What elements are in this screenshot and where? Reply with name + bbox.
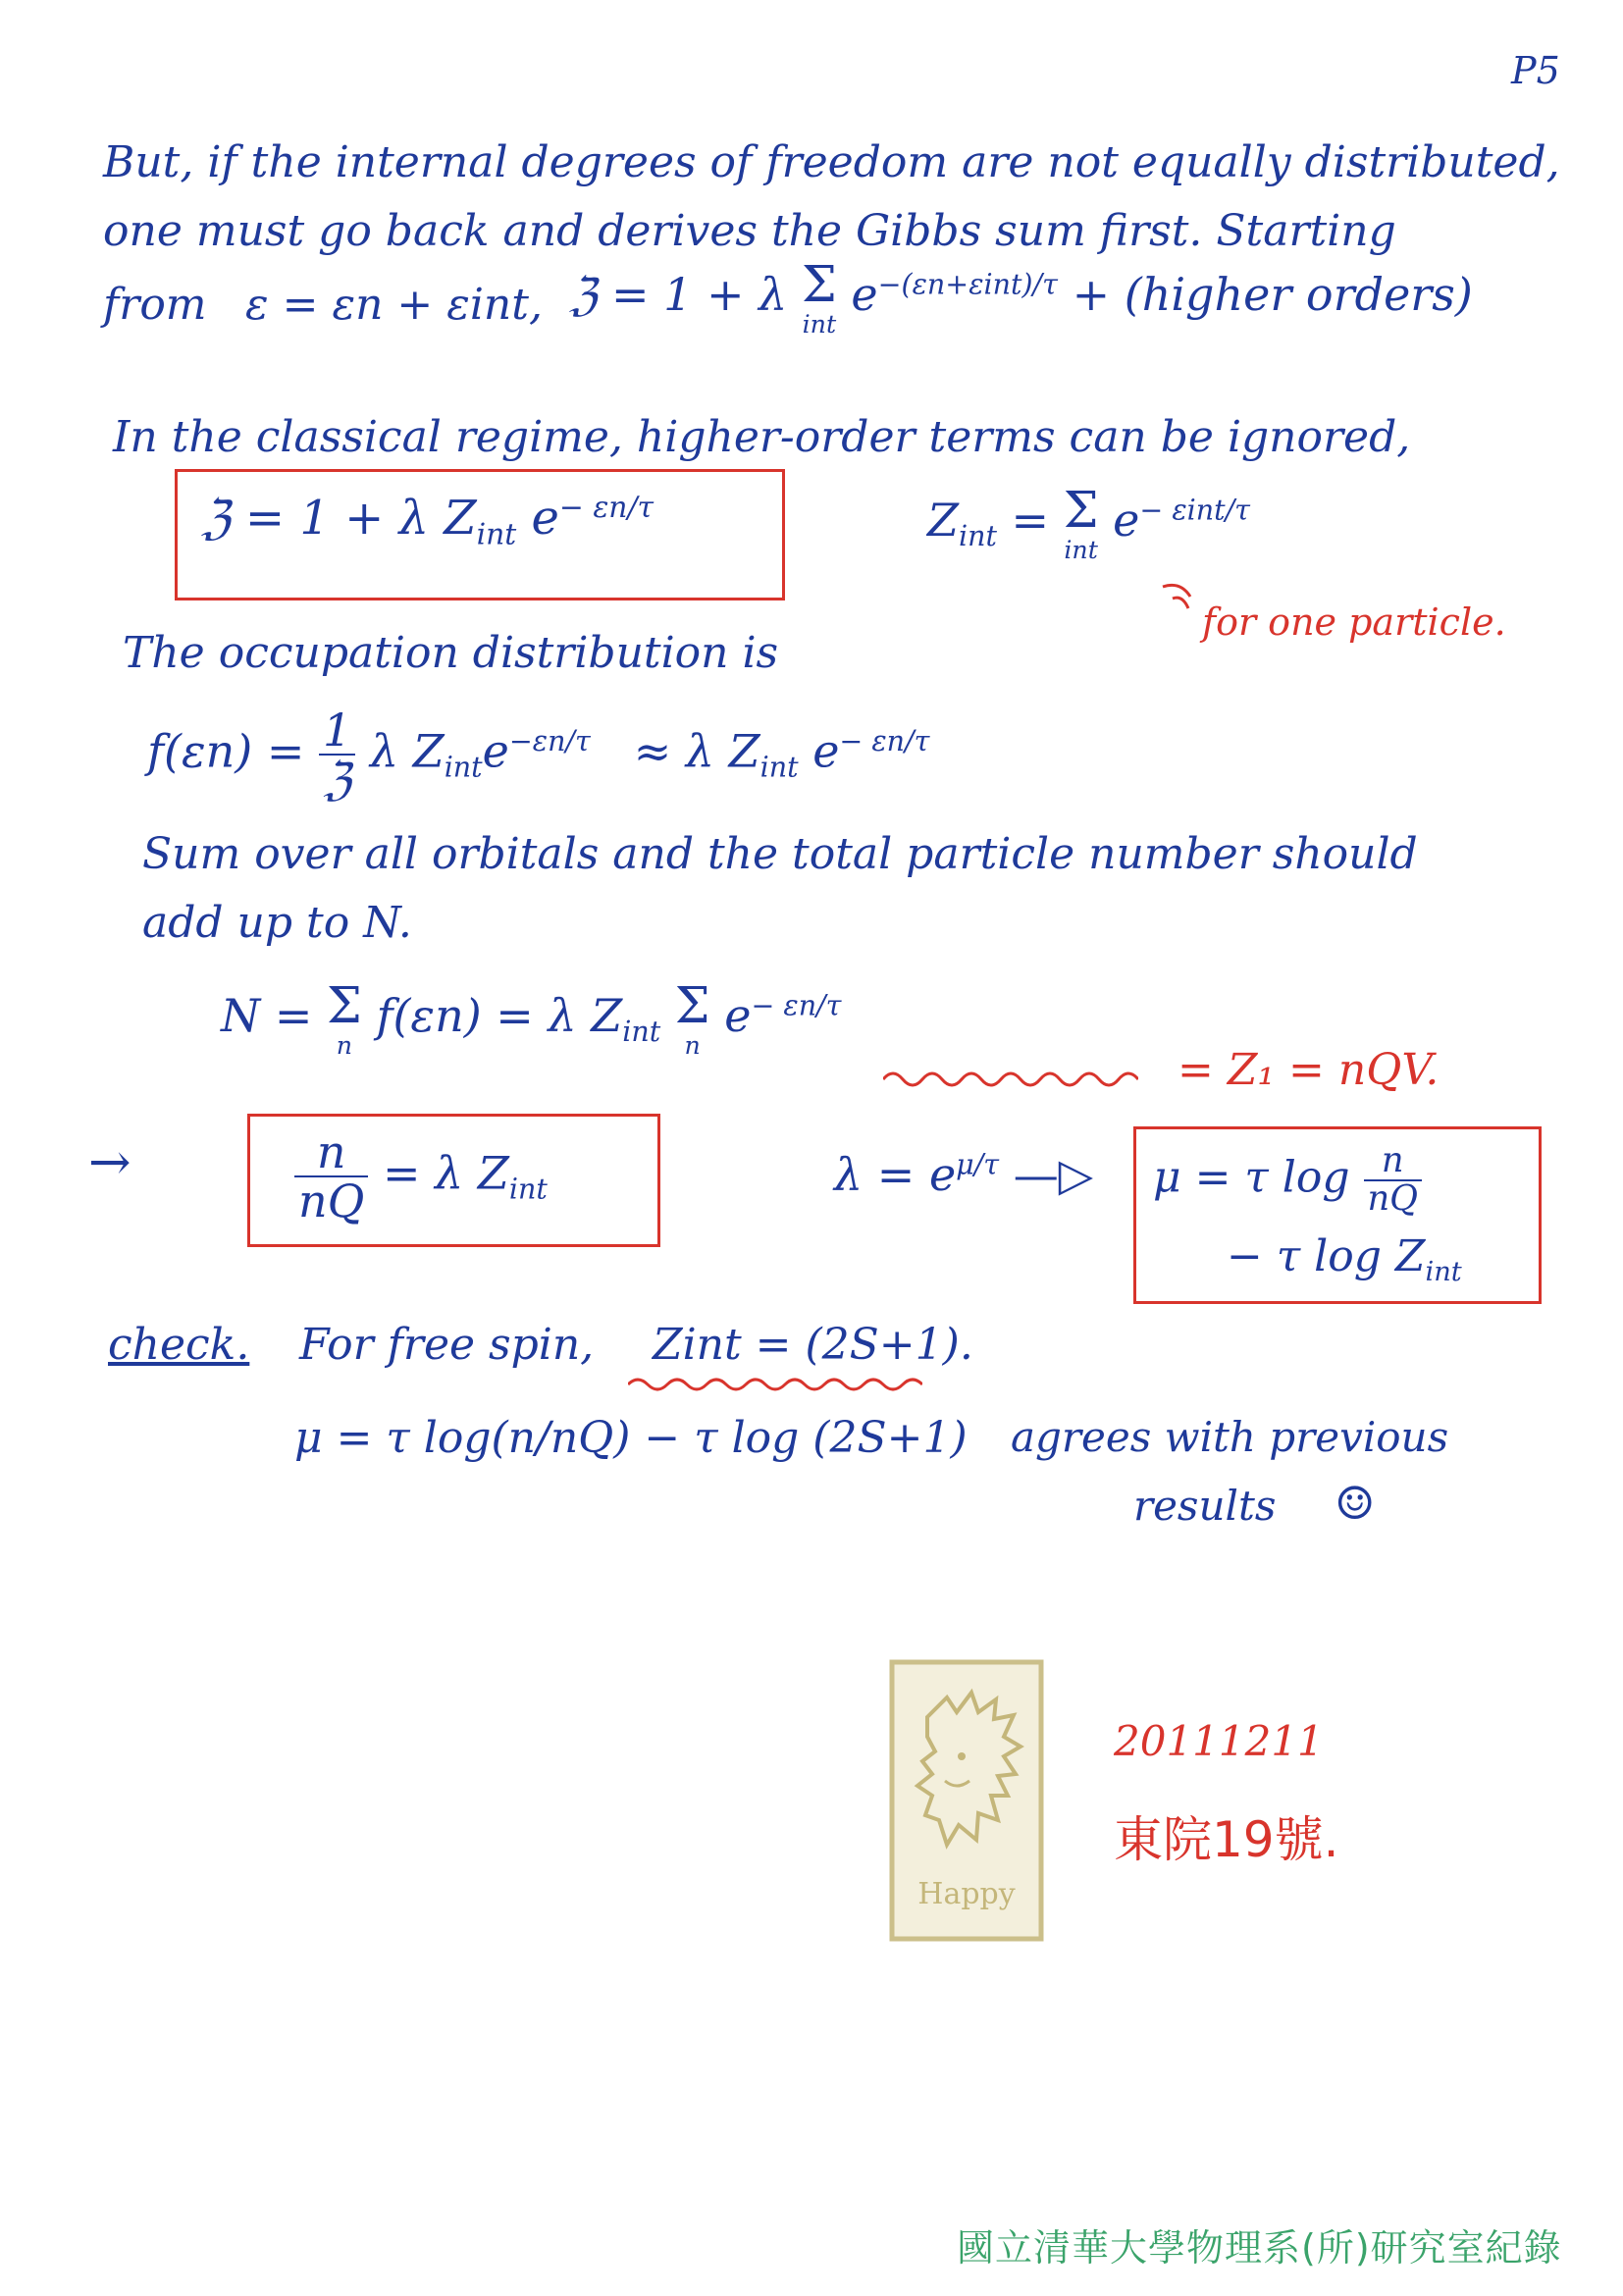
fraction-numerator: n: [294, 1128, 368, 1177]
boxed-mu-line-1: [1153, 1140, 1422, 1219]
density-fraction: [294, 1125, 368, 1228]
higher-orders: + (higher orders): [1072, 267, 1473, 321]
sum-limit: int: [802, 309, 837, 339]
occupation-approx: ≈ λ Z: [633, 724, 760, 778]
sum-line-2: add up to N.: [142, 898, 412, 948]
zint-sub: int: [958, 520, 997, 553]
implies-arrow-icon: →: [88, 1133, 131, 1192]
lambda-text: λ = e: [834, 1148, 957, 1201]
occupation-line: The occupation distribution is: [123, 628, 779, 678]
sigma-symbol: Σ: [327, 976, 362, 1034]
smiley-icon: ☺: [1335, 1477, 1376, 1530]
fraction-denominator: ℨ: [323, 753, 351, 807]
boxed-gibbs-text: [201, 491, 654, 552]
check-text: For free spin,: [299, 1320, 595, 1370]
n-lhs: N =: [221, 988, 313, 1042]
agrees-line-1: agrees with previous: [1011, 1413, 1449, 1461]
intro-energy: ε = εn + εint,: [245, 280, 543, 330]
date: 20111211: [1114, 1717, 1324, 1765]
n-exp: − εn/τ: [751, 989, 842, 1022]
n-equation: [221, 976, 842, 1060]
mu-fraction: [1364, 1140, 1423, 1219]
n-sub: int: [622, 1016, 661, 1049]
occupation-mid: λ Z: [369, 724, 445, 778]
sum-limit: n: [684, 1030, 701, 1060]
fraction-numerator: 1: [319, 706, 355, 756]
boxed-gibbs-exp: − εn/τ: [558, 491, 654, 525]
zint-exp-base: e: [1113, 493, 1140, 547]
fraction-denominator: nQ: [1367, 1177, 1419, 1219]
zint-sum: [1063, 481, 1099, 564]
n-f: f(εn) = λ Z: [376, 988, 623, 1042]
one-particle-note: for one particle.: [1202, 600, 1506, 644]
stamp-text: Happy: [917, 1877, 1016, 1911]
check-zint: Zint = (2S+1).: [653, 1320, 973, 1370]
n-sum: [327, 976, 362, 1060]
occupation-sub2: int: [759, 751, 799, 784]
fraction-denominator: nQ: [298, 1174, 365, 1228]
sigma-symbol: Σ: [674, 976, 710, 1034]
squiggle-underline: [883, 1065, 1138, 1094]
occupation-exp-base: e: [482, 724, 509, 778]
sum-limit: n: [336, 1030, 353, 1060]
location: 東院19號.: [1114, 1811, 1339, 1868]
density-rhs: = λ Z: [382, 1146, 509, 1200]
agrees-line-2: results: [1133, 1482, 1277, 1530]
sigma-symbol: Σ: [1063, 481, 1099, 539]
occupation-exp2: − εn/τ: [839, 724, 930, 757]
note-arrow-icon: [1153, 579, 1202, 628]
zint-definition: [927, 481, 1250, 564]
sigma-symbol: Σ: [801, 255, 837, 313]
sum-limit: int: [1064, 535, 1098, 564]
page-number: P5: [1511, 49, 1560, 92]
fraction-numerator: n: [1364, 1143, 1423, 1181]
boxed-gibbs-lhs: ℨ = 1 + λ Z: [201, 491, 477, 546]
density-sub: int: [508, 1173, 548, 1206]
boxed-gibbs-exp-base: e: [531, 491, 559, 546]
exp-base: e: [851, 267, 878, 321]
lambda-definition: [834, 1148, 1093, 1201]
mu-sub: int: [1425, 1256, 1462, 1287]
fraction: [319, 704, 355, 807]
sum-line-1: Sum over all orbitals and the total particle number should: [142, 829, 1418, 879]
exponent: −(εn+εint)/τ: [877, 268, 1058, 301]
classical-line: In the classical regime, higher-order terms can be ignored,: [113, 412, 1411, 462]
n-sum-2: [674, 976, 710, 1060]
zint-lhs: Z: [927, 493, 959, 547]
boxed-gibbs-sub: int: [476, 517, 517, 552]
z1-note: = Z₁ = nQV.: [1178, 1045, 1440, 1095]
occupation-lhs: f(εn) =: [147, 724, 305, 778]
lambda-exp: μ/τ: [956, 1148, 1000, 1181]
occupation-exp: −εn/τ: [508, 724, 591, 757]
n-exp-base: e: [724, 988, 752, 1042]
occupation-sub: int: [444, 751, 483, 784]
boxed-mu-line-2: [1227, 1231, 1462, 1287]
occupation-exp-base2: e: [812, 724, 840, 778]
lambda-arrow-icon: —▷: [1013, 1148, 1094, 1201]
gibbs-lhs: ℨ = 1 + λ: [569, 267, 788, 321]
footer-caption: 國立清華大學物理系(所)研究室紀錄: [957, 2226, 1562, 2270]
check-squiggle: [628, 1372, 922, 1397]
boxed-density-text: [294, 1125, 548, 1228]
zint-eq: =: [1011, 493, 1050, 547]
intro-line-2: one must go back and derives the Gibbs sum first. Starting: [103, 206, 1396, 256]
happy-stamp-icon: [888, 1658, 1045, 1943]
gibbs-sum: [801, 255, 837, 339]
occupation-equation: [147, 704, 930, 807]
mu-line2: − τ log Z: [1227, 1231, 1426, 1281]
check-label: check.: [108, 1320, 250, 1370]
mu-line1: μ = τ log: [1153, 1152, 1350, 1203]
mu-result: μ = τ log(n/nQ) − τ log (2S+1): [294, 1413, 968, 1463]
intro-line-3-from: from: [103, 280, 207, 330]
zint-exp: − εint/τ: [1139, 494, 1250, 527]
gibbs-sum-equation: [569, 255, 1473, 339]
intro-line-1: But, if the internal degrees of freedom are not equally distributed,: [103, 137, 1560, 187]
